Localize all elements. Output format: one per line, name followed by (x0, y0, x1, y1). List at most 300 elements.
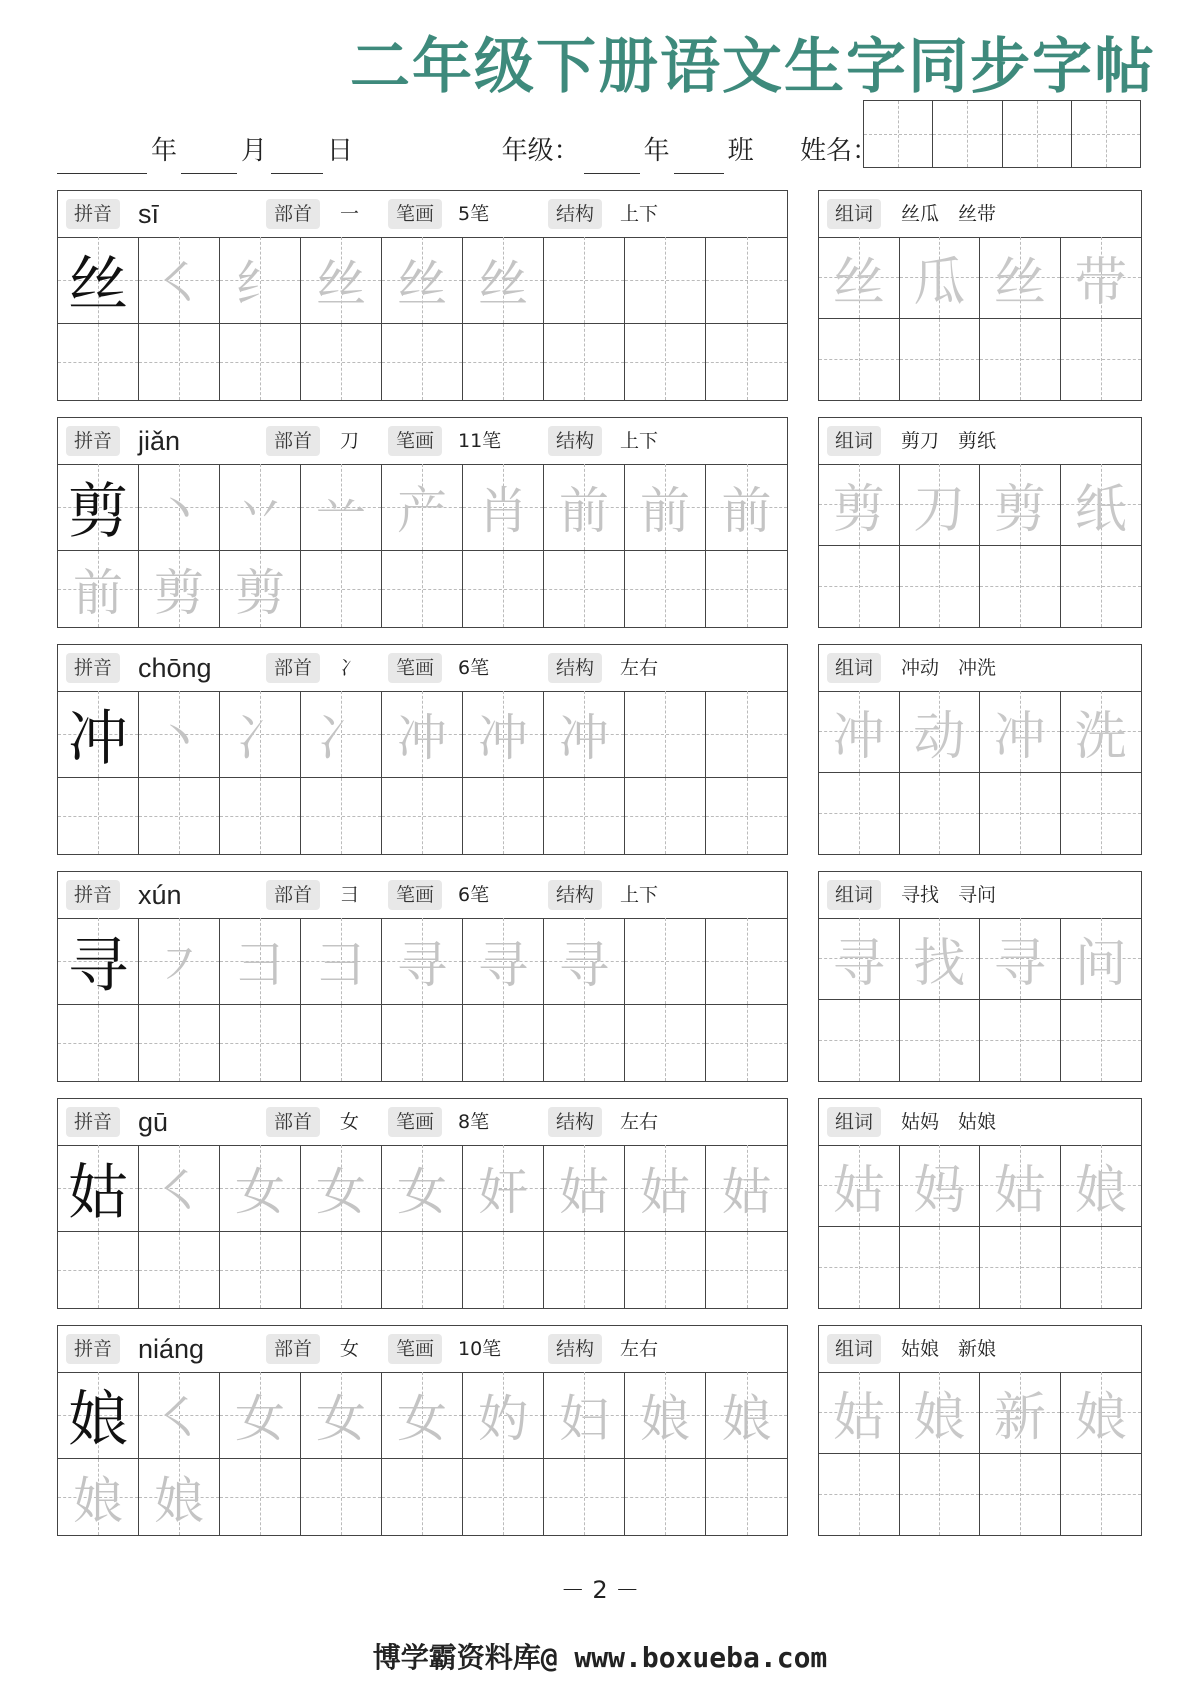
practice-cell[interactable] (625, 237, 706, 324)
word-trace-cell[interactable] (819, 237, 900, 319)
radical-value: 女 (340, 1338, 360, 1360)
practice-cell[interactable] (463, 324, 544, 400)
strokes-tag: 笔画 (388, 199, 442, 229)
stroke-order-cell[interactable] (301, 1145, 382, 1232)
practice-cell[interactable] (58, 778, 139, 854)
name-cell[interactable] (933, 101, 1002, 167)
pinyin-value: gū (138, 1107, 169, 1137)
word-practice-cell[interactable] (980, 1000, 1061, 1082)
character-info-row (58, 1099, 787, 1146)
word-trace-cell[interactable] (1061, 918, 1142, 1000)
word-trace-cell[interactable] (980, 1145, 1061, 1227)
word-trace-character: 冲 (993, 706, 1046, 767)
word-practice-cell[interactable] (819, 1000, 900, 1082)
word-trace-character: 娘 (1074, 1387, 1127, 1448)
pinyin-value: niáng (138, 1334, 205, 1364)
model-character-cell[interactable] (58, 237, 139, 324)
writing-grid (58, 918, 787, 1081)
stroke-order-cell[interactable] (463, 237, 544, 324)
radical-tag: 部首 (266, 653, 320, 683)
word-practice-cell[interactable] (1061, 773, 1142, 855)
word-trace-character: 找 (913, 933, 966, 994)
writing-grid (58, 464, 787, 627)
word-trace-character: 娘 (913, 1387, 966, 1448)
footer-watermark: 博学霸资料库@ www.boxueba.com (372, 1641, 828, 1674)
stroke-order-cell[interactable] (220, 691, 301, 778)
stroke-order-trace: 娘 (154, 1472, 204, 1530)
stroke-order-trace: 前 (73, 564, 123, 622)
practice-cell[interactable] (463, 1232, 544, 1308)
pinyin-value: chōng (138, 653, 212, 683)
model-character-cell[interactable] (58, 918, 139, 1005)
practice-cell[interactable] (544, 1232, 625, 1308)
stroke-order-trace: 冫 (235, 709, 285, 767)
stroke-order-cell[interactable] (544, 691, 625, 778)
stroke-order-trace: 娘 (640, 1390, 690, 1448)
character-info-row (58, 1326, 787, 1373)
practice-cell[interactable] (382, 551, 463, 627)
pinyin-tag: 拼音 (66, 653, 120, 683)
word-trace-cell[interactable] (980, 464, 1061, 546)
word-trace-character: 丝 (993, 252, 1046, 313)
stroke-order-trace: 丝 (478, 255, 528, 313)
word-trace-cell[interactable] (900, 1145, 981, 1227)
page-title: 二年级下册语文生字同步字帖 (350, 32, 1156, 102)
words-tag: 组词 (827, 880, 881, 910)
radical-tag: 部首 (266, 1107, 320, 1137)
pinyin-tag: 拼音 (66, 426, 120, 456)
model-character-cell[interactable] (58, 1145, 139, 1232)
word-block (818, 417, 1142, 628)
words-value: 姑妈 姑娘 (901, 1111, 997, 1133)
stroke-order-cell[interactable] (139, 1145, 220, 1232)
words-tag: 组词 (827, 1334, 881, 1364)
practice-cell[interactable] (139, 778, 220, 854)
word-practice-cell[interactable] (980, 319, 1061, 401)
practice-cell[interactable] (544, 1005, 625, 1081)
strokes-tag: 笔画 (388, 426, 442, 456)
strokes-tag: 笔画 (388, 1107, 442, 1137)
stroke-order-trace: 前 (640, 482, 690, 540)
word-trace-character: 姑 (993, 1160, 1046, 1221)
word-trace-cell[interactable] (980, 237, 1061, 319)
practice-cell[interactable] (625, 1005, 706, 1081)
practice-cell[interactable] (544, 778, 625, 854)
practice-cell[interactable] (544, 237, 625, 324)
word-trace-cell[interactable] (819, 1145, 900, 1227)
stroke-order-cell[interactable] (706, 1145, 787, 1232)
stroke-order-trace: 奸 (478, 1163, 528, 1221)
practice-cell[interactable] (139, 324, 220, 400)
practice-cell[interactable] (463, 778, 544, 854)
stroke-order-cell[interactable] (220, 464, 301, 551)
practice-cell[interactable] (382, 1232, 463, 1308)
stroke-order-trace: 寻 (559, 936, 609, 994)
stroke-order-trace: 妁 (478, 1390, 528, 1448)
word-block (818, 190, 1142, 401)
practice-cell[interactable] (301, 778, 382, 854)
stroke-order-trace: 丷 (235, 482, 285, 540)
strokes-tag: 笔画 (388, 1334, 442, 1364)
class-blank[interactable] (674, 143, 724, 174)
stroke-order-cell[interactable] (139, 1459, 220, 1535)
word-practice-cell[interactable] (1061, 546, 1142, 628)
page-number: － 2 － (560, 1576, 640, 1604)
character-info-row (58, 191, 787, 238)
word-trace-cell[interactable] (1061, 691, 1142, 773)
word-trace-cell[interactable] (819, 918, 900, 1000)
structure-value: 左右 (620, 657, 659, 679)
stroke-order-cell[interactable] (220, 1372, 301, 1459)
practice-cell[interactable] (382, 778, 463, 854)
stroke-order-cell[interactable] (463, 1145, 544, 1232)
word-practice-cell[interactable] (1061, 1000, 1142, 1082)
writing-grid (58, 1372, 787, 1535)
pinyin-tag: 拼音 (66, 1107, 120, 1137)
structure-value: 上下 (620, 884, 659, 906)
character-info-row (58, 418, 787, 465)
stroke-order-cell[interactable] (706, 1372, 787, 1459)
structure-tag: 结构 (548, 653, 602, 683)
structure-value: 上下 (620, 430, 659, 452)
word-trace-cell[interactable] (900, 918, 981, 1000)
structure-value: 上下 (620, 203, 659, 225)
stroke-order-trace: 娘 (73, 1472, 123, 1530)
day-blank[interactable] (271, 143, 323, 174)
word-block (818, 1325, 1142, 1536)
model-character: 姑 (68, 1158, 128, 1228)
stroke-order-trace: 剪 (154, 564, 204, 622)
stroke-order-cell[interactable] (382, 918, 463, 1005)
word-info-row (819, 418, 1141, 465)
stroke-order-trace: ㇇ (154, 936, 204, 994)
word-practice-cell[interactable] (1061, 1227, 1142, 1309)
month-blank[interactable] (181, 143, 237, 174)
stroke-order-trace: 肖 (478, 482, 528, 540)
stroke-order-trace: 剪 (235, 564, 285, 622)
word-trace-cell[interactable] (1061, 1145, 1142, 1227)
structure-tag: 结构 (548, 1107, 602, 1137)
practice-cell[interactable] (625, 551, 706, 627)
structure-tag: 结构 (548, 199, 602, 229)
stroke-order-trace: ㇛ (154, 1163, 204, 1221)
stroke-order-cell[interactable] (382, 1372, 463, 1459)
word-trace-character: 剪 (832, 479, 885, 540)
stroke-order-trace: 丶 (154, 482, 204, 540)
stroke-order-cell[interactable] (463, 691, 544, 778)
word-block (818, 1098, 1142, 1309)
stroke-order-trace: 女 (397, 1163, 447, 1221)
practice-cell[interactable] (625, 324, 706, 400)
model-character: 丝 (68, 250, 128, 320)
word-trace-cell[interactable] (980, 691, 1061, 773)
word-practice-cell[interactable] (900, 546, 981, 628)
stroke-order-trace: 姑 (721, 1163, 772, 1221)
words-tag: 组词 (827, 426, 881, 456)
practice-cell[interactable] (706, 1005, 787, 1081)
stroke-order-cell[interactable] (382, 237, 463, 324)
year-blank[interactable] (57, 143, 147, 174)
practice-cell[interactable] (301, 1232, 382, 1308)
word-practice-cell[interactable] (1061, 319, 1142, 401)
stroke-order-trace: 冲 (397, 709, 447, 767)
practice-cell[interactable] (58, 1232, 139, 1308)
word-trace-cell[interactable] (819, 464, 900, 546)
word-trace-character: 动 (913, 706, 966, 767)
practice-cell[interactable] (544, 1459, 625, 1535)
stroke-order-cell[interactable] (382, 464, 463, 551)
name-cell[interactable] (1072, 101, 1140, 167)
words-tag: 组词 (827, 653, 881, 683)
practice-cell[interactable] (706, 551, 787, 627)
writing-grid (58, 691, 787, 854)
practice-cell[interactable] (463, 551, 544, 627)
word-trace-character: 娘 (1074, 1160, 1127, 1221)
word-trace-cell[interactable] (1061, 464, 1142, 546)
radical-value: 女 (340, 1111, 360, 1133)
name-cell[interactable] (864, 101, 933, 167)
character-info-row (58, 645, 787, 692)
practice-cell[interactable] (301, 1459, 382, 1535)
practice-cell[interactable] (139, 1232, 220, 1308)
practice-cell[interactable] (58, 1005, 139, 1081)
stroke-order-cell[interactable] (139, 464, 220, 551)
practice-cell[interactable] (706, 324, 787, 400)
pinyin-tag: 拼音 (66, 880, 120, 910)
structure-tag: 结构 (548, 426, 602, 456)
word-writing-grid (819, 691, 1141, 854)
word-info-row (819, 1326, 1141, 1373)
practice-cell[interactable] (706, 918, 787, 1005)
character-block (57, 871, 788, 1082)
stroke-order-cell[interactable] (625, 464, 706, 551)
stroke-order-cell[interactable] (220, 918, 301, 1005)
stroke-order-cell[interactable] (382, 691, 463, 778)
word-practice-cell[interactable] (819, 1454, 900, 1536)
stroke-order-trace: 彐 (235, 936, 285, 994)
practice-cell[interactable] (220, 324, 301, 400)
stroke-order-trace: 彐 (316, 936, 366, 994)
character-block (57, 1098, 788, 1309)
stroke-order-cell[interactable] (301, 1372, 382, 1459)
stroke-order-cell[interactable] (139, 691, 220, 778)
practice-cell[interactable] (301, 324, 382, 400)
word-trace-cell[interactable] (980, 918, 1061, 1000)
word-practice-cell[interactable] (819, 546, 900, 628)
word-practice-cell[interactable] (819, 1227, 900, 1309)
practice-cell[interactable] (544, 324, 625, 400)
stroke-order-cell[interactable] (220, 551, 301, 627)
stroke-order-cell[interactable] (625, 1372, 706, 1459)
word-trace-character: 寻 (832, 933, 885, 994)
practice-cell[interactable] (220, 778, 301, 854)
word-trace-cell[interactable] (1061, 237, 1142, 319)
word-practice-cell[interactable] (900, 1454, 981, 1536)
stroke-order-trace: 䒑 (316, 482, 366, 540)
word-trace-cell[interactable] (900, 464, 981, 546)
model-character: 冲 (68, 704, 128, 774)
practice-cell[interactable] (625, 1232, 706, 1308)
practice-cell[interactable] (220, 1459, 301, 1535)
word-trace-cell[interactable] (980, 1372, 1061, 1454)
word-info-row (819, 191, 1141, 238)
practice-cell[interactable] (139, 1005, 220, 1081)
model-character: 寻 (68, 931, 128, 1001)
radical-value: 一 (340, 203, 360, 225)
stroke-order-cell[interactable] (463, 464, 544, 551)
character-block (57, 644, 788, 855)
pinyin-tag: 拼音 (66, 1334, 120, 1364)
word-writing-grid (819, 1372, 1141, 1535)
word-practice-cell[interactable] (980, 546, 1061, 628)
practice-cell[interactable] (220, 1232, 301, 1308)
strokes-tag: 笔画 (388, 880, 442, 910)
practice-cell[interactable] (625, 1459, 706, 1535)
stroke-order-cell[interactable] (463, 1372, 544, 1459)
stroke-order-cell[interactable] (139, 551, 220, 627)
practice-cell[interactable] (382, 1005, 463, 1081)
stroke-order-trace: ㇛ (154, 1390, 204, 1448)
practice-cell[interactable] (625, 691, 706, 778)
model-character: 娘 (68, 1385, 128, 1455)
stroke-order-trace: 纟 (235, 255, 285, 313)
stroke-order-cell[interactable] (706, 464, 787, 551)
strokes-value: 11笔 (458, 430, 502, 452)
stroke-order-trace: 冫 (316, 709, 366, 767)
practice-cell[interactable] (382, 1459, 463, 1535)
practice-cell[interactable] (301, 551, 382, 627)
character-block (57, 190, 788, 401)
stroke-order-cell[interactable] (139, 918, 220, 1005)
word-practice-cell[interactable] (900, 319, 981, 401)
stroke-order-cell[interactable] (301, 237, 382, 324)
practice-cell[interactable] (706, 691, 787, 778)
word-practice-cell[interactable] (900, 1000, 981, 1082)
stroke-order-cell[interactable] (58, 1459, 139, 1535)
word-writing-grid (819, 1145, 1141, 1308)
word-writing-grid (819, 237, 1141, 400)
day-label: 日 (327, 136, 354, 166)
word-trace-cell[interactable] (819, 691, 900, 773)
stroke-order-cell[interactable] (544, 918, 625, 1005)
word-practice-cell[interactable] (900, 1227, 981, 1309)
stroke-order-trace: 冲 (478, 709, 528, 767)
pinyin-value: jiǎn (138, 426, 181, 456)
stroke-order-trace: 寻 (478, 936, 528, 994)
stroke-order-cell[interactable] (301, 464, 382, 551)
name-writing-grid[interactable] (863, 100, 1141, 168)
word-trace-character: 妈 (913, 1160, 966, 1221)
words-tag: 组词 (827, 1107, 881, 1137)
words-value: 姑娘 新娘 (901, 1338, 997, 1360)
word-trace-cell[interactable] (1061, 1372, 1142, 1454)
model-character-cell[interactable] (58, 464, 139, 551)
stroke-order-trace: 姑 (640, 1163, 690, 1221)
word-practice-cell[interactable] (980, 1227, 1061, 1309)
word-trace-character: 冲 (832, 706, 885, 767)
word-trace-character: 纸 (1074, 479, 1127, 540)
stroke-order-cell[interactable] (220, 1145, 301, 1232)
radical-value: 刀 (340, 430, 360, 452)
month-label: 月 (241, 136, 268, 166)
practice-cell[interactable] (220, 1005, 301, 1081)
word-trace-character: 剪 (993, 479, 1046, 540)
year-label: 年 (151, 136, 178, 166)
stroke-order-cell[interactable] (139, 237, 220, 324)
practice-cell[interactable] (625, 918, 706, 1005)
model-character-cell[interactable] (58, 691, 139, 778)
practice-cell[interactable] (463, 1459, 544, 1535)
radical-tag: 部首 (266, 880, 320, 910)
word-trace-character: 带 (1074, 252, 1127, 313)
word-practice-cell[interactable] (980, 773, 1061, 855)
character-info-row (58, 872, 787, 919)
model-character-cell[interactable] (58, 1372, 139, 1459)
word-practice-cell[interactable] (1061, 1454, 1142, 1536)
word-trace-character: 问 (1074, 933, 1127, 994)
practice-cell[interactable] (706, 778, 787, 854)
stroke-order-cell[interactable] (220, 237, 301, 324)
word-trace-cell[interactable] (819, 1372, 900, 1454)
radical-value: 彐 (340, 884, 360, 906)
stroke-order-trace: ㇛ (154, 255, 204, 313)
word-practice-cell[interactable] (900, 773, 981, 855)
word-trace-cell[interactable] (900, 1372, 981, 1454)
grade-blank[interactable] (584, 143, 640, 174)
stroke-order-trace: 丝 (316, 255, 366, 313)
stroke-order-cell[interactable] (301, 918, 382, 1005)
stroke-order-cell[interactable] (382, 1145, 463, 1232)
stroke-order-cell[interactable] (544, 1145, 625, 1232)
word-trace-cell[interactable] (900, 691, 981, 773)
radical-tag: 部首 (266, 1334, 320, 1364)
writing-grid (58, 1145, 787, 1308)
stroke-order-cell[interactable] (625, 1145, 706, 1232)
character-block (57, 417, 788, 628)
stroke-order-cell[interactable] (463, 918, 544, 1005)
word-practice-cell[interactable] (819, 319, 900, 401)
practice-cell[interactable] (625, 778, 706, 854)
word-practice-cell[interactable] (819, 773, 900, 855)
practice-cell[interactable] (706, 1232, 787, 1308)
word-block (818, 871, 1142, 1082)
name-cell[interactable] (1003, 101, 1072, 167)
word-practice-cell[interactable] (980, 1454, 1061, 1536)
strokes-tag: 笔画 (388, 653, 442, 683)
word-info-row (819, 1099, 1141, 1146)
word-block (818, 644, 1142, 855)
practice-cell[interactable] (58, 324, 139, 400)
practice-cell[interactable] (382, 324, 463, 400)
stroke-order-trace: 前 (721, 482, 772, 540)
practice-cell[interactable] (706, 1459, 787, 1535)
practice-cell[interactable] (463, 1005, 544, 1081)
name-label: 姓名： (800, 136, 879, 166)
word-trace-cell[interactable] (900, 237, 981, 319)
stroke-order-trace: 丝 (397, 255, 447, 313)
stroke-order-cell[interactable] (301, 691, 382, 778)
stroke-order-cell[interactable] (544, 1372, 625, 1459)
practice-cell[interactable] (544, 551, 625, 627)
stroke-order-cell[interactable] (544, 464, 625, 551)
stroke-order-cell[interactable] (58, 551, 139, 627)
practice-cell[interactable] (706, 237, 787, 324)
stroke-order-cell[interactable] (139, 1372, 220, 1459)
structure-tag: 结构 (548, 1334, 602, 1364)
strokes-value: 6笔 (458, 657, 490, 679)
structure-value: 左右 (620, 1338, 659, 1360)
practice-cell[interactable] (301, 1005, 382, 1081)
